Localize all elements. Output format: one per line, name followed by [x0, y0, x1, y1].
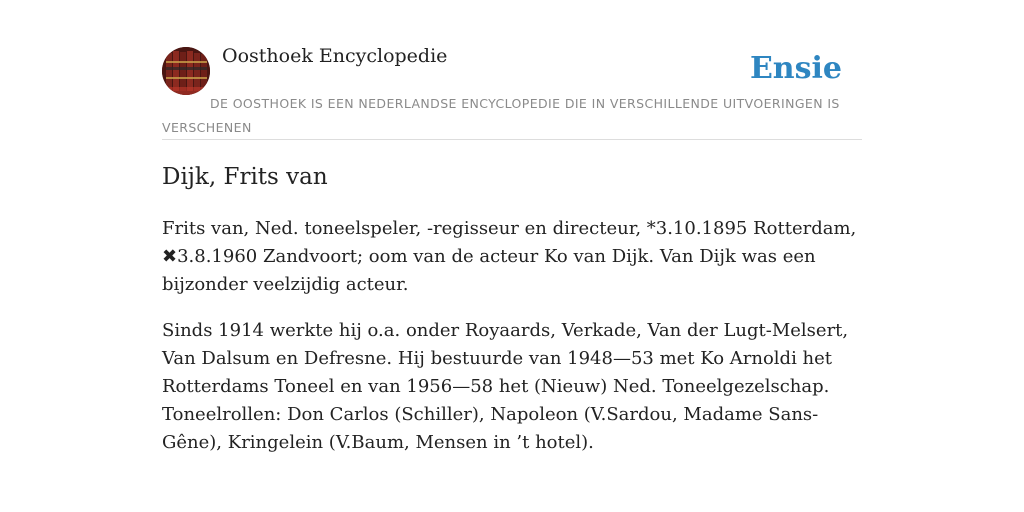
entry-paragraph: Frits van, Ned. toneelspeler, -regisseur en directeur, *3.10.1895 Rotterdam, ✖3.8.1960 Zandvoort; oom van de acteur Ko van Dijk. Van Dijk was een bijzonder veelzijdig acteur.	[162, 218, 857, 295]
source-title[interactable]: Oosthoek Encyclopedie	[222, 45, 448, 67]
book-spines-icon	[162, 47, 210, 95]
entry-paragraph: Sinds 1914 werkte hij o.a. onder Royaards, Verkade, Van der Lugt-Melsert, Van Dalsum en Defresne. Hij bestuurde van 1948—53 met Ko Arnoldi het Rotterdams Toneel en van 1956—58 het (Nieuw) Ned. Toneelgezelschap. Toneelrollen: Don Carlos (Schiller), Napoleon (V.Sardou, Madame Sans-Gêne), Kringelein (V.Baum, Mensen in ’t hotel).	[162, 320, 849, 453]
brand-logo-link[interactable]: Ensie	[749, 51, 842, 86]
divider	[162, 139, 862, 140]
source-avatar[interactable]	[162, 47, 210, 95]
source-tagline: DE OOSTHOEK IS EEN NEDERLANDSE ENCYCLOPEDIE DIE IN VERSCHILLENDE UITVOERINGEN IS VERSCHENEN	[162, 96, 840, 135]
entry-title: Dijk, Frits van	[162, 164, 328, 190]
entry-body	[162, 215, 862, 475]
